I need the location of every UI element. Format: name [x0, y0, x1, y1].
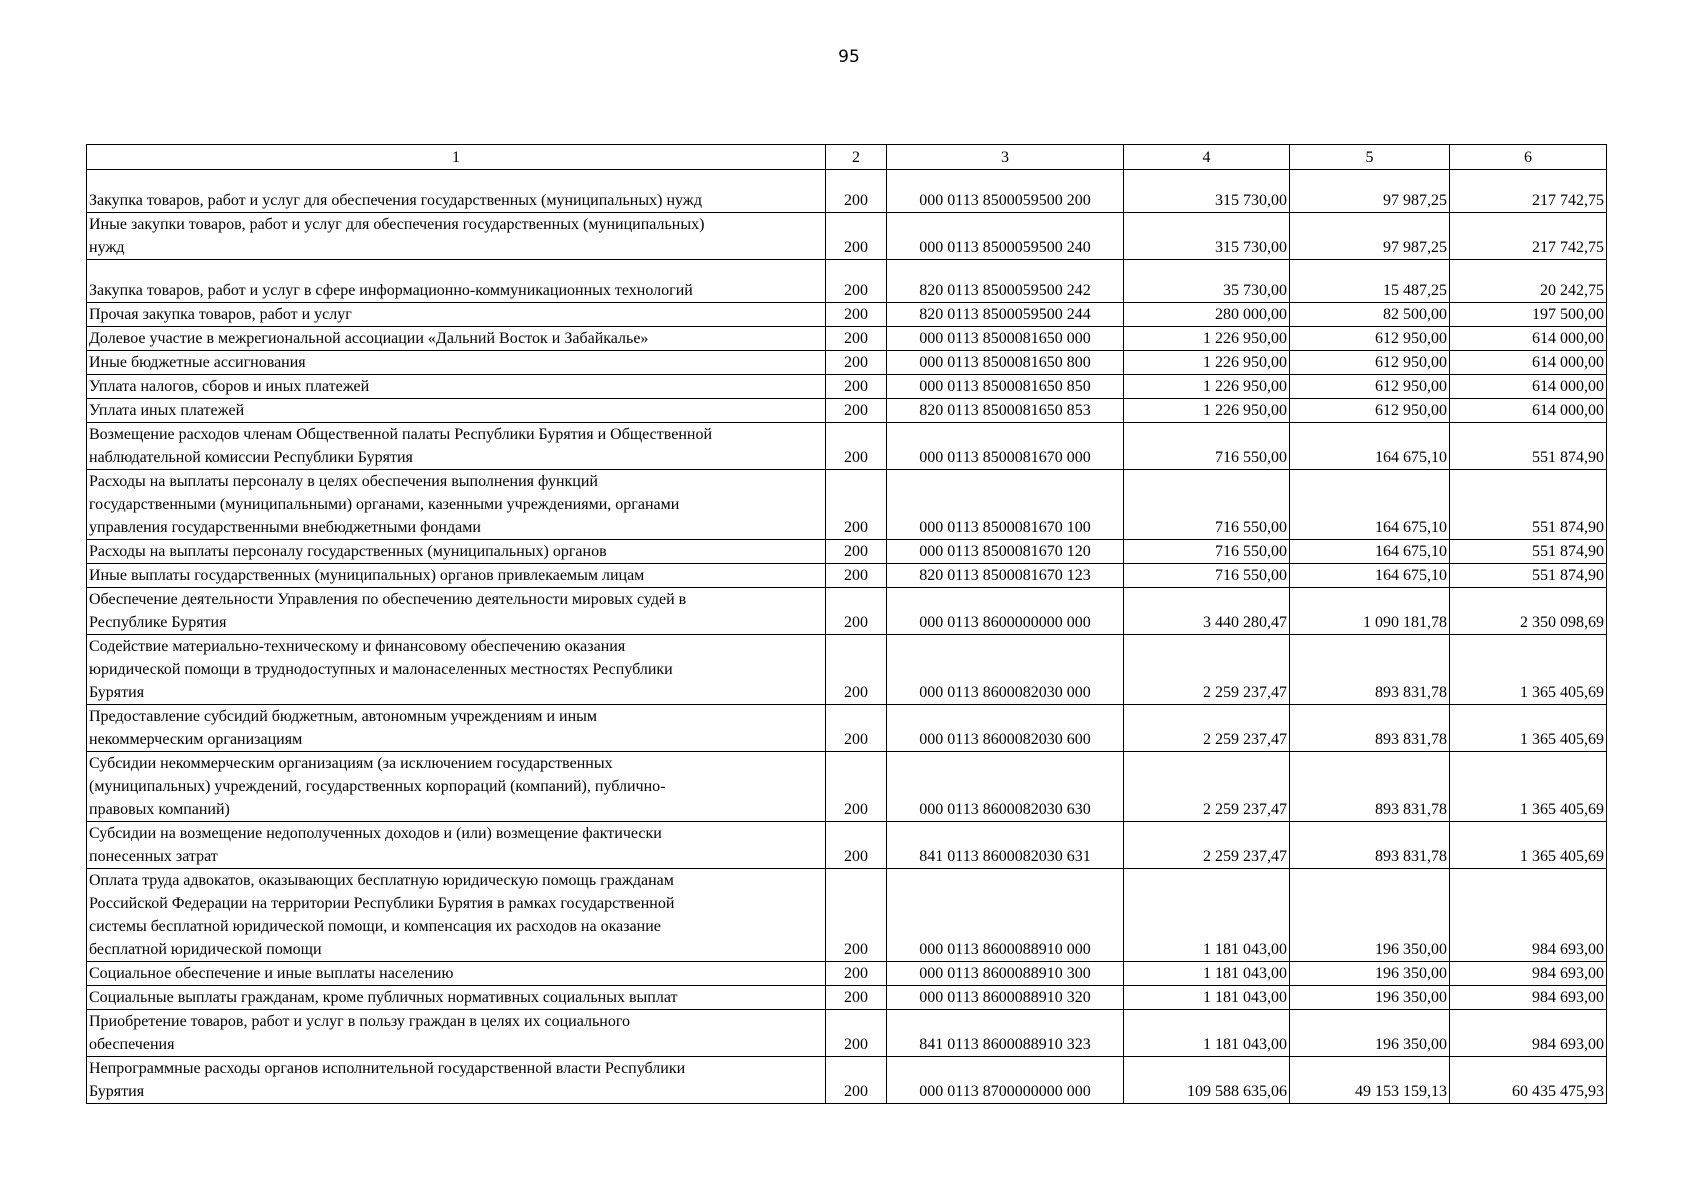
amount-col5-cell: 893 831,78 — [1290, 635, 1450, 705]
classification-code-cell: 000 0113 8500059500 240 — [887, 213, 1124, 260]
classification-code-cell: 000 0113 8600082030 630 — [887, 752, 1124, 822]
classification-code-cell: 820 0113 8500081650 853 — [887, 399, 1124, 423]
header-col-1: 1 — [87, 145, 826, 170]
table-row — [87, 986, 1607, 1010]
amount-col4-cell: 716 550,00 — [1124, 470, 1290, 540]
section-code-cell: 200 — [826, 260, 887, 303]
table-row — [87, 399, 1607, 423]
classification-code-cell: 820 0113 8500059500 244 — [887, 303, 1124, 327]
amount-col5-cell: 49 153 159,13 — [1290, 1057, 1450, 1104]
header-col-3: 3 — [887, 145, 1124, 170]
table-row — [87, 962, 1607, 986]
amount-col5-cell: 612 950,00 — [1290, 351, 1450, 375]
amount-col4-cell: 2 259 237,47 — [1124, 752, 1290, 822]
amount-col6-cell: 1 365 405,69 — [1450, 635, 1607, 705]
amount-col4-cell: 280 000,00 — [1124, 303, 1290, 327]
table-row — [87, 260, 1607, 303]
classification-code-cell: 000 0113 8600088910 300 — [887, 962, 1124, 986]
section-code-cell: 200 — [826, 1057, 887, 1104]
expense-name-cell: Субсидии некоммерческим организациям (за исключением государственных (муниципальных) учреждений, государственных корпораций (компаний), публично- правовых компаний) — [87, 752, 826, 822]
amount-col4-cell: 109 588 635,06 — [1124, 1057, 1290, 1104]
amount-col5-cell: 196 350,00 — [1290, 1010, 1450, 1057]
amount-col6-cell: 614 000,00 — [1450, 327, 1607, 351]
classification-code-cell: 000 0113 8600088910 000 — [887, 869, 1124, 962]
table-row — [87, 1057, 1607, 1104]
section-code-cell: 200 — [826, 635, 887, 705]
amount-col4-cell: 315 730,00 — [1124, 213, 1290, 260]
table-row — [87, 869, 1607, 962]
amount-col4-cell: 2 259 237,47 — [1124, 635, 1290, 705]
expense-name-cell: Непрограммные расходы органов исполнительной государственной власти Республики Бурятия — [87, 1057, 826, 1104]
amount-col6-cell: 614 000,00 — [1450, 351, 1607, 375]
section-code-cell: 200 — [826, 752, 887, 822]
section-code-cell: 200 — [826, 423, 887, 470]
classification-code-cell: 000 0113 8500081650 850 — [887, 375, 1124, 399]
classification-code-cell: 000 0113 8500081650 800 — [887, 351, 1124, 375]
classification-code-cell: 000 0113 8600088910 320 — [887, 986, 1124, 1010]
table-header — [87, 145, 1607, 170]
amount-col5-cell: 164 675,10 — [1290, 540, 1450, 564]
amount-col6-cell: 1 365 405,69 — [1450, 705, 1607, 752]
expense-name-cell: Иные закупки товаров, работ и услуг для обеспечения государственных (муниципальных) нужд — [87, 213, 826, 260]
classification-code-cell: 000 0113 8600082030 600 — [887, 705, 1124, 752]
section-code-cell: 200 — [826, 564, 887, 588]
amount-col5-cell: 196 350,00 — [1290, 986, 1450, 1010]
amount-col5-cell: 612 950,00 — [1290, 399, 1450, 423]
amount-col6-cell: 1 365 405,69 — [1450, 822, 1607, 869]
header-col-2: 2 — [826, 145, 887, 170]
expense-name-cell: Оплата труда адвокатов, оказывающих бесплатную юридическую помощь гражданам Российской Федерации на территории Республики Бурятия в рамках государственной системы бесплатной юридической помощи, и компенсация их расходов на оказание бесплатной юридической помощи — [87, 869, 826, 962]
amount-col6-cell: 2 350 098,69 — [1450, 588, 1607, 635]
amount-col5-cell: 164 675,10 — [1290, 564, 1450, 588]
budget-table — [86, 144, 1607, 1104]
amount-col4-cell: 1 226 950,00 — [1124, 351, 1290, 375]
amount-col4-cell: 1 226 950,00 — [1124, 399, 1290, 423]
classification-code-cell: 000 0113 8500081670 120 — [887, 540, 1124, 564]
expense-name-cell: Закупка товаров, работ и услуг в сфере информационно-коммуникационных технологий — [87, 260, 826, 303]
amount-col4-cell: 1 181 043,00 — [1124, 869, 1290, 962]
amount-col5-cell: 893 831,78 — [1290, 705, 1450, 752]
expense-name-cell: Обеспечение деятельности Управления по обеспечению деятельности мировых судей в Республике Бурятия — [87, 588, 826, 635]
expense-name-cell: Уплата налогов, сборов и иных платежей — [87, 375, 826, 399]
expense-name-cell: Закупка товаров, работ и услуг для обеспечения государственных (муниципальных) нужд — [87, 170, 826, 213]
table-row — [87, 303, 1607, 327]
amount-col5-cell: 82 500,00 — [1290, 303, 1450, 327]
amount-col4-cell: 2 259 237,47 — [1124, 705, 1290, 752]
amount-col6-cell: 551 874,90 — [1450, 540, 1607, 564]
table-row — [87, 213, 1607, 260]
section-code-cell: 200 — [826, 399, 887, 423]
section-code-cell: 200 — [826, 303, 887, 327]
expense-name-cell: Прочая закупка товаров, работ и услуг — [87, 303, 826, 327]
expense-name-cell: Иные выплаты государственных (муниципальных) органов привлекаемым лицам — [87, 564, 826, 588]
classification-code-cell: 820 0113 8500081670 123 — [887, 564, 1124, 588]
amount-col5-cell: 196 350,00 — [1290, 962, 1450, 986]
classification-code-cell: 820 0113 8500059500 242 — [887, 260, 1124, 303]
table-row — [87, 470, 1607, 540]
section-code-cell: 200 — [826, 822, 887, 869]
expense-name-cell: Приобретение товаров, работ и услуг в пользу граждан в целях их социального обеспечения — [87, 1010, 826, 1057]
amount-col4-cell: 315 730,00 — [1124, 170, 1290, 213]
header-col-4: 4 — [1124, 145, 1290, 170]
table-row — [87, 705, 1607, 752]
amount-col6-cell: 551 874,90 — [1450, 564, 1607, 588]
amount-col6-cell: 984 693,00 — [1450, 1010, 1607, 1057]
header-row — [87, 145, 1607, 170]
amount-col4-cell: 1 181 043,00 — [1124, 1010, 1290, 1057]
amount-col6-cell: 197 500,00 — [1450, 303, 1607, 327]
amount-col5-cell: 612 950,00 — [1290, 375, 1450, 399]
section-code-cell: 200 — [826, 962, 887, 986]
amount-col6-cell: 20 242,75 — [1450, 260, 1607, 303]
table-row — [87, 327, 1607, 351]
amount-col6-cell: 551 874,90 — [1450, 423, 1607, 470]
expense-name-cell: Уплата иных платежей — [87, 399, 826, 423]
amount-col5-cell: 1 090 181,78 — [1290, 588, 1450, 635]
expense-name-cell: Возмещение расходов членам Общественной палаты Республики Бурятия и Общественной наблюдательной комиссии Республики Бурятия — [87, 423, 826, 470]
amount-col5-cell: 97 987,25 — [1290, 170, 1450, 213]
table-row — [87, 540, 1607, 564]
page-number: 95 — [838, 47, 860, 67]
amount-col6-cell: 984 693,00 — [1450, 962, 1607, 986]
expense-name-cell: Расходы на выплаты персоналу в целях обеспечения выполнения функций государственными (муниципальными) органами, казенными учреждениями, органами управления государственными внебюджетными фондами — [87, 470, 826, 540]
section-code-cell: 200 — [826, 705, 887, 752]
amount-col4-cell: 1 226 950,00 — [1124, 375, 1290, 399]
amount-col4-cell: 1 181 043,00 — [1124, 962, 1290, 986]
table-row — [87, 588, 1607, 635]
amount-col6-cell: 614 000,00 — [1450, 375, 1607, 399]
table-row — [87, 564, 1607, 588]
expense-name-cell: Иные бюджетные ассигнования — [87, 351, 826, 375]
amount-col6-cell: 217 742,75 — [1450, 213, 1607, 260]
amount-col5-cell: 164 675,10 — [1290, 470, 1450, 540]
table-row — [87, 1010, 1607, 1057]
table-row — [87, 423, 1607, 470]
classification-code-cell: 000 0113 8500081670 100 — [887, 470, 1124, 540]
section-code-cell: 200 — [826, 327, 887, 351]
section-code-cell: 200 — [826, 470, 887, 540]
table-body — [87, 170, 1607, 1104]
classification-code-cell: 000 0113 8600000000 000 — [887, 588, 1124, 635]
amount-col5-cell: 612 950,00 — [1290, 327, 1450, 351]
classification-code-cell: 000 0113 8500081670 000 — [887, 423, 1124, 470]
amount-col4-cell: 716 550,00 — [1124, 423, 1290, 470]
section-code-cell: 200 — [826, 351, 887, 375]
amount-col6-cell: 217 742,75 — [1450, 170, 1607, 213]
amount-col5-cell: 893 831,78 — [1290, 752, 1450, 822]
expense-name-cell: Расходы на выплаты персоналу государственных (муниципальных) органов — [87, 540, 826, 564]
section-code-cell: 200 — [826, 170, 887, 213]
amount-col5-cell: 164 675,10 — [1290, 423, 1450, 470]
expense-name-cell: Социальные выплаты гражданам, кроме публичных нормативных социальных выплат — [87, 986, 826, 1010]
header-col-5: 5 — [1290, 145, 1450, 170]
amount-col5-cell: 97 987,25 — [1290, 213, 1450, 260]
amount-col5-cell: 15 487,25 — [1290, 260, 1450, 303]
amount-col6-cell: 60 435 475,93 — [1450, 1057, 1607, 1104]
classification-code-cell: 000 0113 8600082030 000 — [887, 635, 1124, 705]
table-row — [87, 752, 1607, 822]
expense-name-cell: Предоставление субсидий бюджетным, автономным учреждениям и иным некоммерческим организациям — [87, 705, 826, 752]
expense-name-cell: Долевое участие в межрегиональной ассоциации «Дальний Восток и Забайкалье» — [87, 327, 826, 351]
classification-code-cell: 841 0113 8600088910 323 — [887, 1010, 1124, 1057]
amount-col4-cell: 1 181 043,00 — [1124, 986, 1290, 1010]
section-code-cell: 200 — [826, 540, 887, 564]
section-code-cell: 200 — [826, 1010, 887, 1057]
header-col-6: 6 — [1450, 145, 1607, 170]
section-code-cell: 200 — [826, 213, 887, 260]
amount-col5-cell: 893 831,78 — [1290, 822, 1450, 869]
section-code-cell: 200 — [826, 869, 887, 962]
amount-col4-cell: 35 730,00 — [1124, 260, 1290, 303]
table-row — [87, 170, 1607, 213]
amount-col6-cell: 984 693,00 — [1450, 869, 1607, 962]
amount-col6-cell: 551 874,90 — [1450, 470, 1607, 540]
table-row — [87, 822, 1607, 869]
expense-name-cell: Субсидии на возмещение недополученных доходов и (или) возмещение фактически понесенных затрат — [87, 822, 826, 869]
expense-name-cell: Содействие материально-техническому и финансовому обеспечению оказания юридической помощи в труднодоступных и малонаселенных местностях Республики Бурятия — [87, 635, 826, 705]
table-row — [87, 351, 1607, 375]
section-code-cell: 200 — [826, 986, 887, 1010]
amount-col4-cell: 1 226 950,00 — [1124, 327, 1290, 351]
amount-col6-cell: 984 693,00 — [1450, 986, 1607, 1010]
classification-code-cell: 000 0113 8500059500 200 — [887, 170, 1124, 213]
section-code-cell: 200 — [826, 588, 887, 635]
amount-col4-cell: 716 550,00 — [1124, 564, 1290, 588]
table-row — [87, 635, 1607, 705]
amount-col4-cell: 2 259 237,47 — [1124, 822, 1290, 869]
classification-code-cell: 000 0113 8500081650 000 — [887, 327, 1124, 351]
amount-col6-cell: 1 365 405,69 — [1450, 752, 1607, 822]
classification-code-cell: 000 0113 8700000000 000 — [887, 1057, 1124, 1104]
section-code-cell: 200 — [826, 375, 887, 399]
amount-col5-cell: 196 350,00 — [1290, 869, 1450, 962]
expense-name-cell: Социальное обеспечение и иные выплаты населению — [87, 962, 826, 986]
classification-code-cell: 841 0113 8600082030 631 — [887, 822, 1124, 869]
amount-col4-cell: 3 440 280,47 — [1124, 588, 1290, 635]
table-row — [87, 375, 1607, 399]
amount-col6-cell: 614 000,00 — [1450, 399, 1607, 423]
amount-col4-cell: 716 550,00 — [1124, 540, 1290, 564]
